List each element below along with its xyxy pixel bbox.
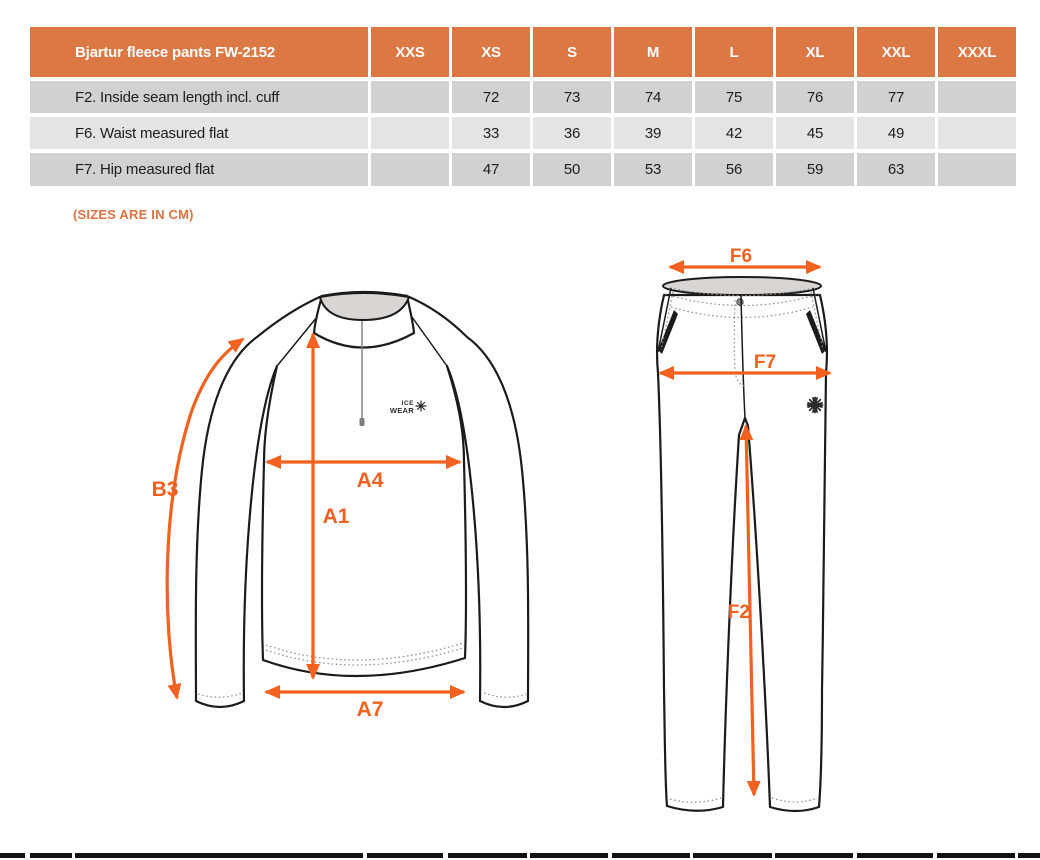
f6-label: F6 — [729, 246, 753, 267]
cell-f7-xxl: 63 — [857, 153, 935, 186]
waistband-top — [663, 277, 821, 295]
cell-f6-s: 36 — [533, 117, 611, 149]
zipper-pull — [360, 418, 365, 426]
snowflake-icon — [808, 398, 823, 413]
waist-button — [737, 299, 743, 305]
cell-f2-s: 73 — [533, 81, 611, 113]
border-segment — [30, 853, 72, 858]
size-header-s: S — [533, 27, 611, 77]
cell-f6-xs: 33 — [452, 117, 530, 149]
cell-f7-s: 50 — [533, 153, 611, 186]
border-segment — [0, 853, 25, 858]
fleece-top-diagram — [130, 260, 590, 740]
border-segment — [75, 853, 363, 858]
row-label-f2: F2. Inside seam length incl. cuff — [30, 81, 368, 113]
border-segment — [612, 853, 690, 858]
sizes-unit-note: (SIZES ARE IN CM) — [73, 207, 194, 222]
a4-label: A4 — [356, 469, 384, 492]
cell-f2-xxxl — [938, 81, 1016, 113]
f7-label: F7 — [753, 352, 777, 373]
cell-f2-m: 74 — [614, 81, 692, 113]
cell-f2-xxl: 77 — [857, 81, 935, 113]
table-title: Bjartur fleece pants FW-2152 — [30, 27, 368, 77]
cell-f2-xxs — [371, 81, 449, 113]
border-segment — [775, 853, 853, 858]
border-segment — [857, 853, 933, 858]
b3-label: B3 — [151, 478, 179, 501]
border-segment — [937, 853, 1015, 858]
cell-f7-xl: 59 — [776, 153, 854, 186]
border-segment — [1018, 853, 1040, 858]
cell-f6-m: 39 — [614, 117, 692, 149]
cell-f7-xs: 47 — [452, 153, 530, 186]
cell-f2-xl: 76 — [776, 81, 854, 113]
border-segment — [367, 853, 443, 858]
cell-f6-xl: 45 — [776, 117, 854, 149]
cell-f2-l: 75 — [695, 81, 773, 113]
row-label-f7: F7. Hip measured flat — [30, 153, 368, 186]
cell-f7-xxs — [371, 153, 449, 186]
border-segment — [448, 853, 527, 858]
size-header-xxs: XXS — [371, 27, 449, 77]
size-header-xxl: XXL — [857, 27, 935, 77]
size-header-xl: XL — [776, 27, 854, 77]
size-header-l: L — [695, 27, 773, 77]
pants-diagram — [620, 240, 920, 840]
logo-line-1: ICE — [401, 400, 414, 407]
snowflake-icon — [416, 401, 426, 411]
logo-line-2: WEAR — [389, 406, 414, 415]
size-chart-table — [30, 27, 1016, 186]
a7-label: A7 — [356, 698, 384, 721]
cell-f2-xs: 72 — [452, 81, 530, 113]
f2-label: F2 — [727, 602, 750, 623]
cell-f7-l: 56 — [695, 153, 773, 186]
cell-f6-xxxl — [938, 117, 1016, 149]
a1-label: A1 — [322, 505, 350, 528]
border-segment — [530, 853, 608, 858]
size-header-xs: XS — [452, 27, 530, 77]
size-header-m: M — [614, 27, 692, 77]
size-header-xxxl: XXXL — [938, 27, 1016, 77]
cell-f6-xxs — [371, 117, 449, 149]
cell-f7-m: 53 — [614, 153, 692, 186]
border-segment — [693, 853, 772, 858]
cell-f6-xxl: 49 — [857, 117, 935, 149]
cell-f7-xxxl — [938, 153, 1016, 186]
row-label-f6: F6. Waist measured flat — [30, 117, 368, 149]
cell-f6-l: 42 — [695, 117, 773, 149]
